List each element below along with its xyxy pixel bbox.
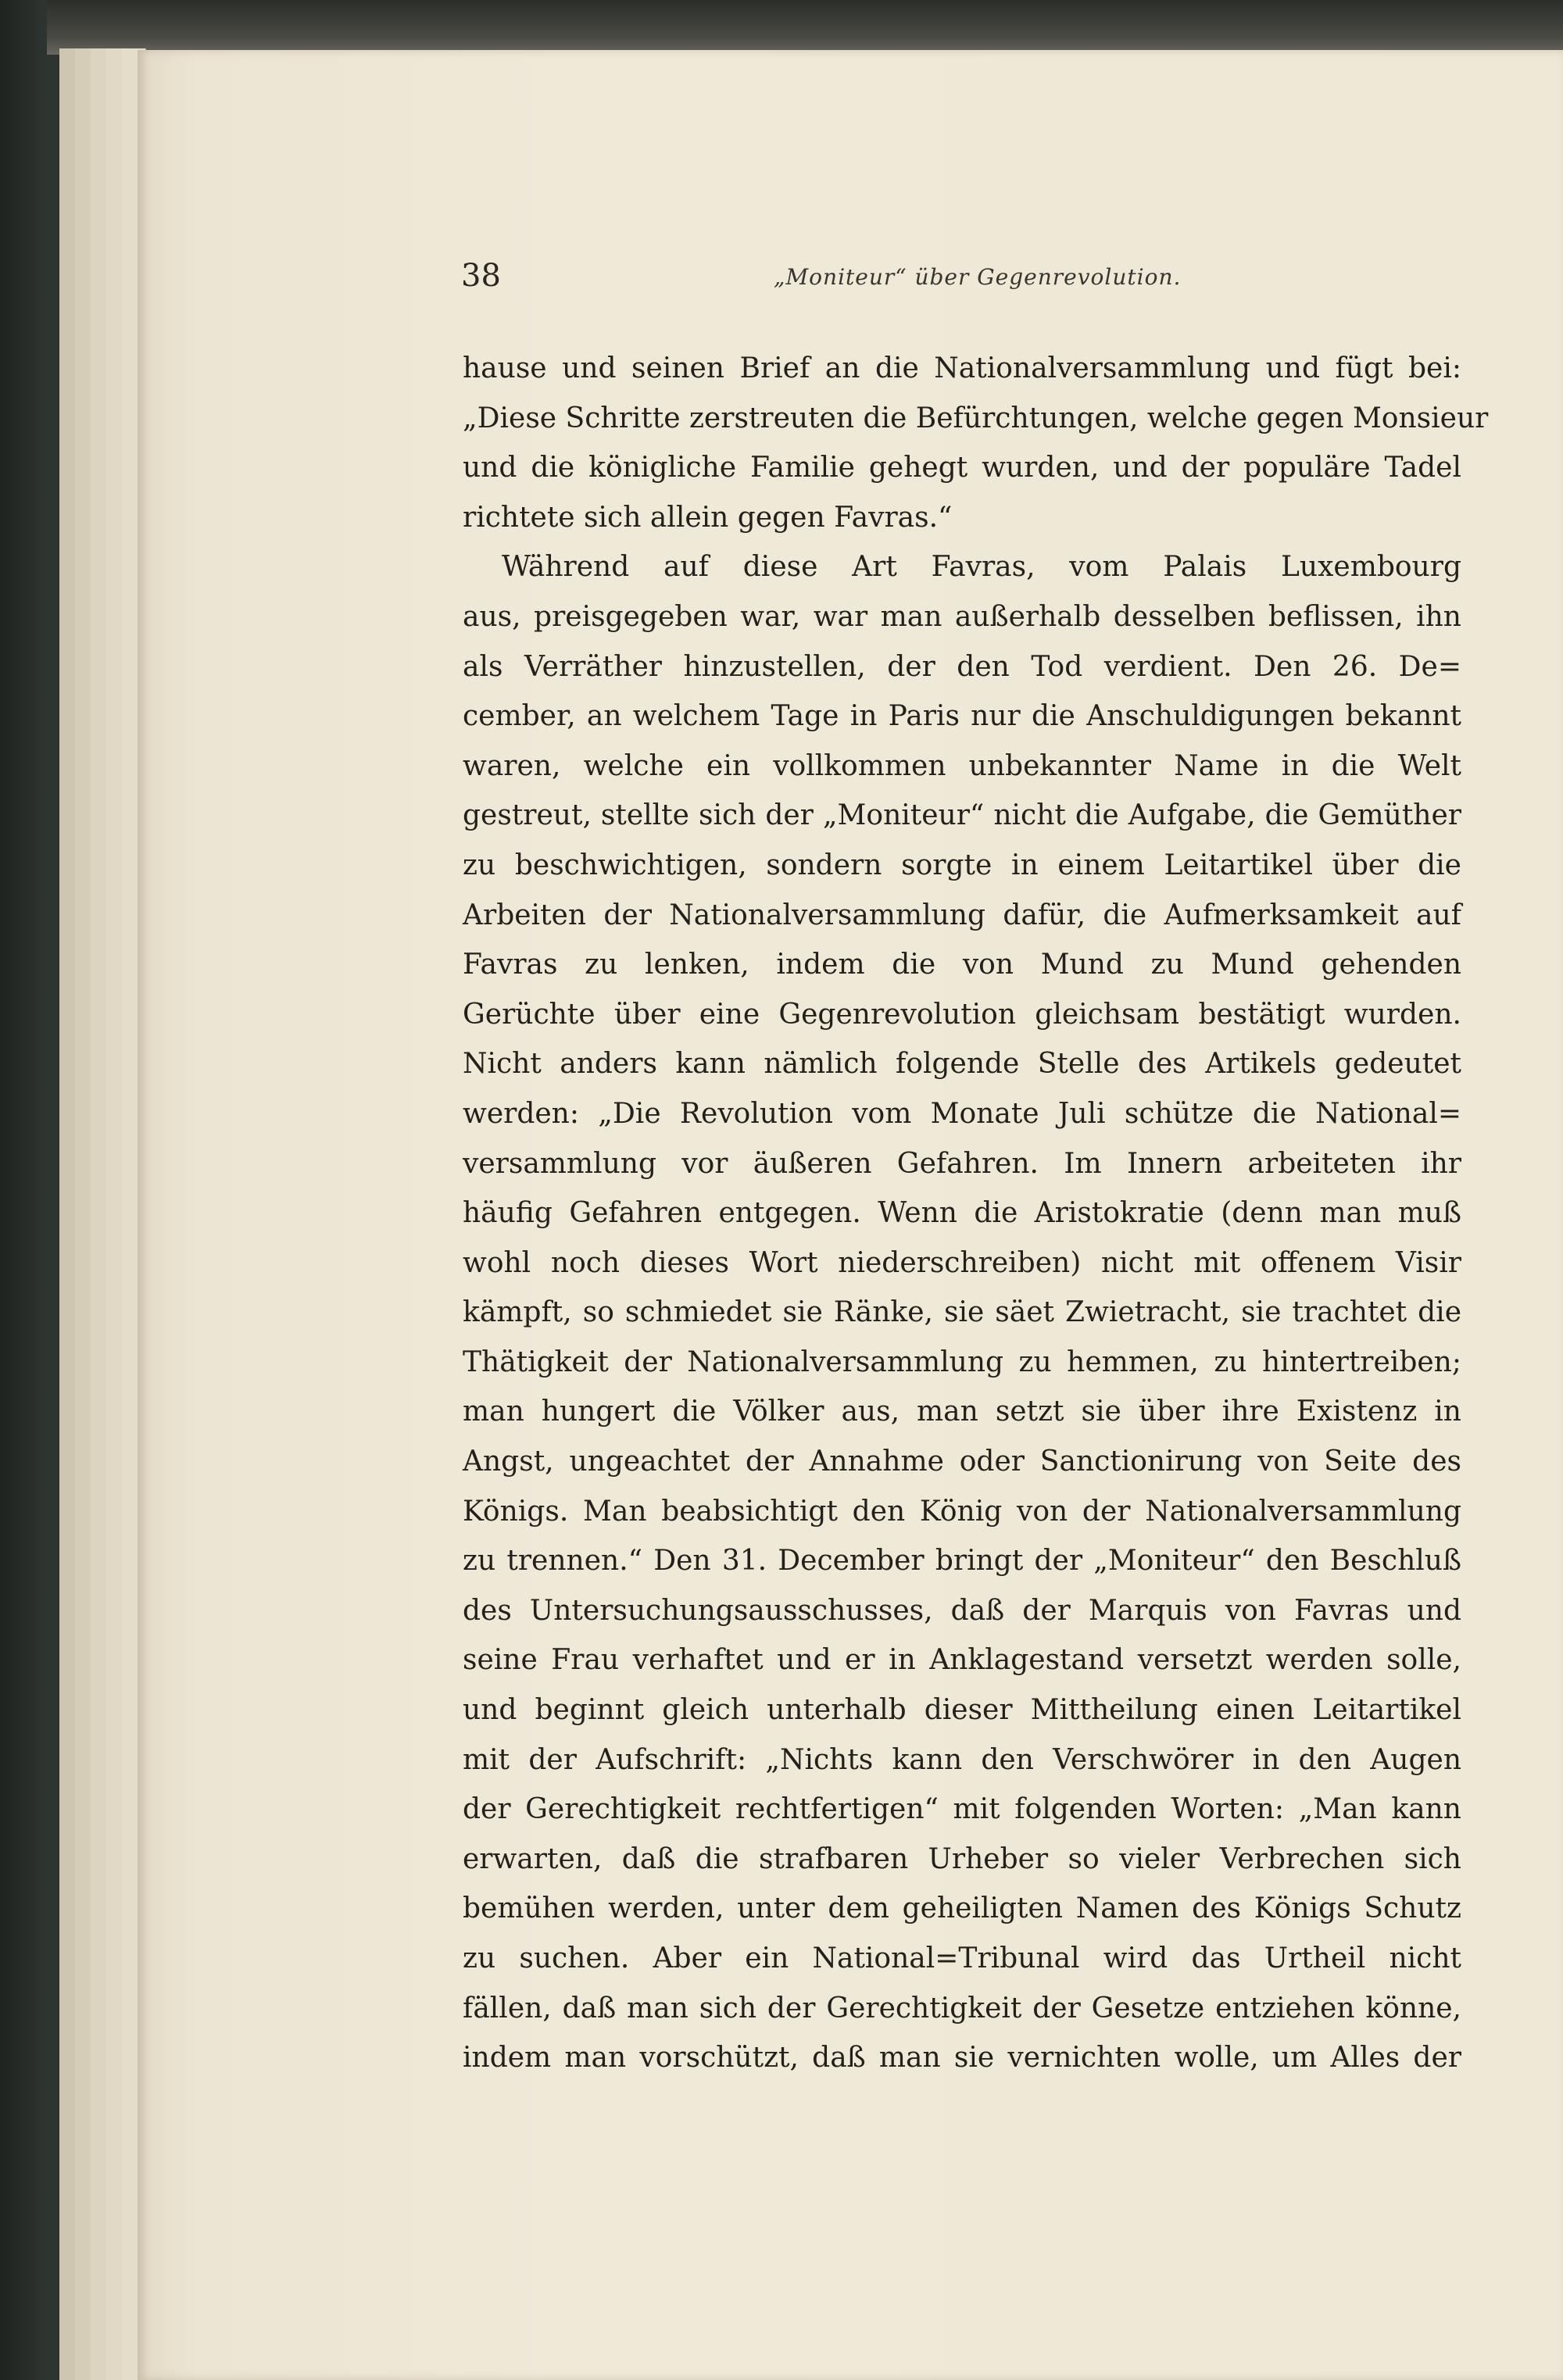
text-line: mit der Aufschrift: „Nichts kann den Verschwörer in den Augen [463, 1743, 1461, 1776]
text-line: zu trennen.“ Den 31. December bringt der „Moniteur“ den Beschluß [463, 1545, 1461, 1578]
text-line: richtete sich allein gegen Favras.“ [463, 501, 953, 534]
text-line: cember, an welchem Tage in Paris nur die Anschuldigungen bekannt [463, 700, 1461, 733]
text-line: man hungert die Völker aus, man setzt sie über ihre Existenz in [463, 1395, 1461, 1428]
page-number: 38 [461, 258, 501, 294]
text-line: als Verräther hinzustellen, der den Tod verdient. Den 26. De= [463, 650, 1461, 683]
text-line: und die königliche Familie gehegt wurden, und der populäre Tadel [463, 452, 1461, 484]
text-line: Thätigkeit der Nationalversammlung zu hemmen, zu hintertreiben; [463, 1345, 1461, 1378]
text-line: Königs. Man beabsichtigt den König von der Nationalversammlung [463, 1495, 1461, 1528]
book-top-edge [47, 0, 1563, 55]
text-line: und beginnt gleich unterhalb dieser Mittheilung einen Leitartikel [463, 1694, 1461, 1727]
text-line: Angst, ungeachtet der Annahme oder Sanctionirung von Seite des [463, 1446, 1461, 1478]
text-line: Arbeiten der Nationalversammlung dafür, die Aufmerksamkeit auf [463, 899, 1461, 931]
text-line: zu suchen. Aber ein National=Tribunal wird das Urtheil nicht [463, 1942, 1461, 1974]
text-line: der Gerechtigkeit rechtfertigen“ mit folgenden Worten: „Man kann [463, 1793, 1461, 1826]
text-line: waren, welche ein vollkommen unbekannter Name in die Welt [463, 749, 1461, 782]
text-line: Während auf diese Art Favras, vom Palais Luxembourg [502, 551, 1461, 584]
text-line: aus, preisgegeben war, war man außerhalb desselben beflissen, ihn [463, 600, 1461, 633]
text-line: fällen, daß man sich der Gerechtigkeit der Gesetze entziehen könne, [463, 1992, 1461, 2024]
text-line: werden: „Die Revolution vom Monate Juli schütze die National= [463, 1097, 1461, 1130]
text-line: Gerüchte über eine Gegenrevolution gleichsam bestätigt wurden. [463, 998, 1461, 1031]
text-line: häufig Gefahren entgegen. Wenn die Aristokratie (denn man muß [463, 1197, 1461, 1230]
text-line: seine Frau verhaftet und er in Anklagestand versetzt werden solle, [463, 1644, 1461, 1677]
text-line: hause und seinen Brief an die Nationalversammlung und fügt bei: [463, 352, 1461, 384]
text-line: kämpft, so schmiedet sie Ränke, sie säet Zwietracht, sie trachtet die [463, 1296, 1461, 1329]
running-head: „Moniteur“ über Gegenrevolution. [774, 264, 1182, 290]
text-line: zu beschwichtigen, sondern sorgte in einem Leitartikel über die [463, 849, 1461, 881]
text-line: indem man vorschützt, daß man sie vernichten wolle, um Alles der [463, 2042, 1461, 2074]
text-line: „Diese Schritte zerstreuten die Befürchtungen, welche gegen Monsieur [463, 402, 1489, 434]
text-line: Nicht anders kann nämlich folgende Stelle des Artikels gedeutet [463, 1048, 1461, 1081]
text-line: bemühen werden, unter dem geheiligten Namen des Königs Schutz [463, 1892, 1461, 1925]
text-line: gestreut, stellte sich der „Moniteur“ nicht die Aufgabe, die Gemüther [463, 799, 1461, 832]
text-line: versammlung vor äußeren Gefahren. Im Innern arbeiteten ihr [463, 1147, 1461, 1180]
text-line: des Untersuchungsausschusses, daß der Marquis von Favras und [463, 1594, 1461, 1627]
body-text [463, 344, 1489, 2083]
text-line: Favras zu lenken, indem die von Mund zu Mund gehenden [463, 949, 1461, 981]
text-line: wohl noch dieses Wort niederschreiben) nicht mit offenem Visir [463, 1246, 1461, 1279]
text-line: erwarten, daß die strafbaren Urheber so vieler Verbrechen sich [463, 1842, 1461, 1875]
